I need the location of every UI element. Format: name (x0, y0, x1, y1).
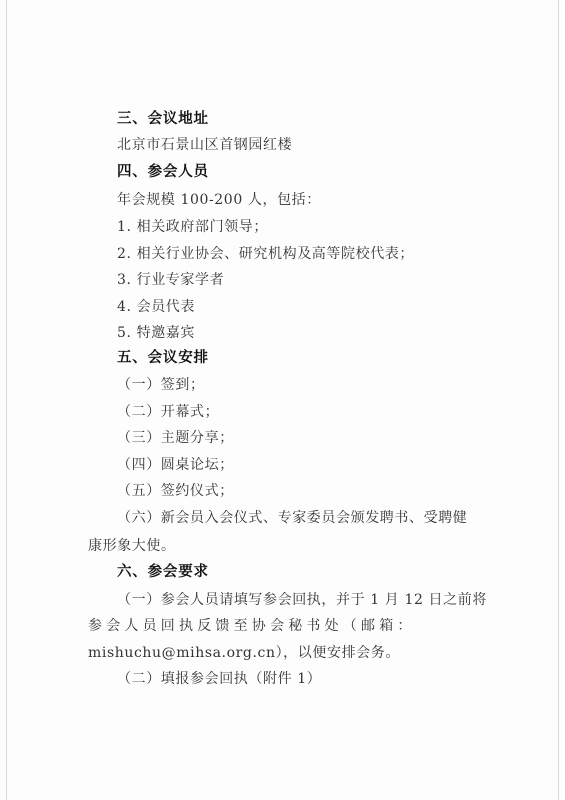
agenda-item: （三）主题分享； (117, 430, 234, 446)
attendee-item: 5. 特邀嘉宾 (117, 325, 196, 341)
venue-text: 北京市石景山区首钢园红楼 (117, 137, 293, 153)
requirement-item-2: （二）填报参会回执（附件 1） (117, 671, 322, 687)
page-edge-left (6, 0, 7, 800)
agenda-item: （五）签约仪式； (117, 483, 234, 499)
attendee-item: 4. 会员代表 (117, 299, 196, 315)
attendee-item: 2. 相关行业协会、研究机构及高等院校代表； (117, 246, 415, 262)
agenda-item-6-line-1: （六）新会员入会仪式、专家委员会颁发聘书、受聘健 (117, 510, 468, 526)
attendees-intro: 年会规模 100-200 人，包括： (117, 192, 321, 208)
agenda-item: （四）圆桌论坛； (117, 457, 234, 473)
agenda-item: （二）开幕式； (117, 404, 220, 420)
page-edge-right (558, 0, 559, 800)
requirement-item-1-line-2: 参会人员回执反馈至协会秘书处（邮箱： (88, 618, 416, 634)
section-heading-requirements: 六、参会要求 (117, 564, 209, 580)
attendee-item: 3. 行业专家学者 (117, 272, 225, 288)
requirement-item-1-line-1: （一）参会人员请填写参会回执，并于 1 月 12 日之前将 (117, 592, 487, 608)
section-heading-venue: 三、会议地址 (117, 111, 209, 127)
agenda-item: （一）签到； (117, 377, 205, 393)
section-heading-agenda: 五、会议安排 (117, 350, 209, 366)
agenda-item-6-line-2: 康形象大使。 (88, 538, 176, 554)
requirement-item-1-line-3: mishuchu@mihsa.org.cn），以便安排会务。 (88, 645, 400, 661)
section-heading-attendees: 四、参会人员 (117, 164, 209, 180)
attendee-item: 1. 相关政府部门领导； (117, 219, 269, 235)
